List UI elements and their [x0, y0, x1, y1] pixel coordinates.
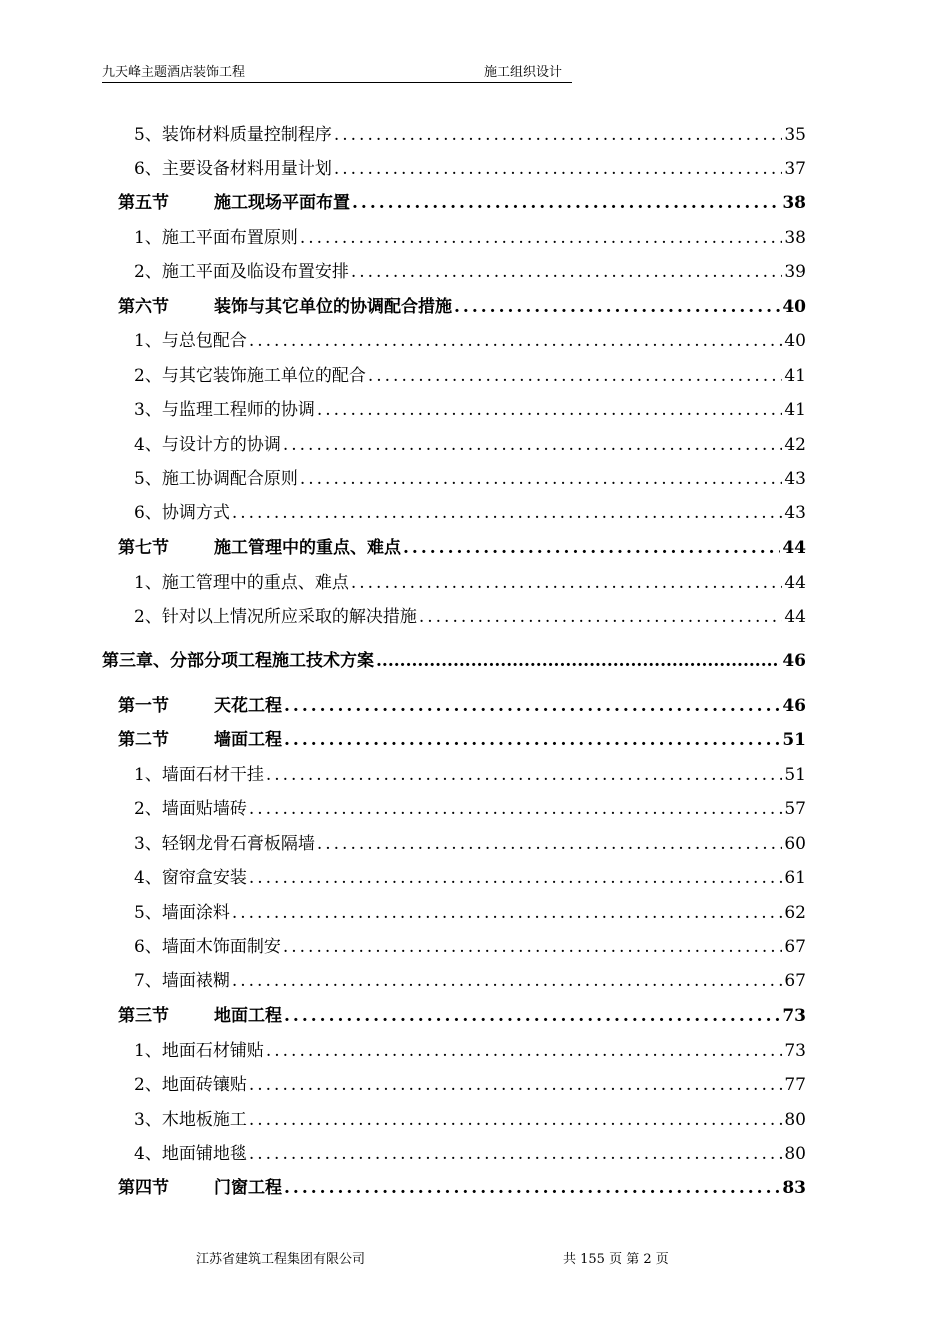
toc-title: 1、施工平面布置原则 — [134, 228, 298, 248]
toc-dot-leader — [266, 1041, 783, 1061]
toc-page-number: 46 — [782, 651, 806, 671]
toc-dot-leader — [283, 435, 783, 455]
toc-dot-leader — [249, 1144, 783, 1164]
toc-title: 2、施工平面及临设布置安排 — [134, 262, 349, 282]
toc-page-number: 37 — [784, 159, 806, 179]
toc-page-number: 77 — [784, 1075, 806, 1095]
toc-dot-leader — [334, 125, 783, 145]
toc-page-number: 40 — [782, 297, 806, 317]
toc-item — [134, 430, 806, 455]
toc-page-number: 61 — [784, 868, 806, 888]
toc-dot-leader — [376, 651, 780, 671]
toc-title: 5、墙面涂料 — [134, 903, 230, 923]
toc-page-number: 46 — [782, 696, 806, 716]
toc-title: 门窗工程 — [214, 1178, 282, 1198]
toc-item — [134, 829, 806, 854]
toc-dot-leader — [249, 1075, 783, 1095]
toc-section — [118, 725, 806, 750]
toc-title: 施工管理中的重点、难点 — [214, 538, 401, 558]
toc-section — [118, 188, 806, 213]
toc-item — [134, 120, 806, 145]
toc-page-number: 67 — [784, 937, 806, 957]
toc-title: 3、与监理工程师的协调 — [134, 400, 315, 420]
toc-dot-leader — [266, 765, 783, 785]
toc-item — [134, 1105, 806, 1130]
toc-page-number: 43 — [784, 503, 806, 523]
toc-page-number: 73 — [782, 1006, 806, 1026]
toc-page-number: 51 — [782, 730, 806, 750]
toc-item — [134, 898, 806, 923]
toc-title: 6、主要设备材料用量计划 — [134, 159, 332, 179]
toc-item — [134, 568, 806, 593]
toc-title: 施工现场平面布置 — [214, 193, 350, 213]
toc-title: 5、施工协调配合原则 — [134, 469, 298, 489]
toc-page-number: 51 — [784, 765, 806, 785]
toc-section-number: 第二节 — [118, 730, 169, 750]
toc-section — [118, 292, 806, 317]
toc-item — [134, 1070, 806, 1095]
toc-page-number: 62 — [784, 903, 806, 923]
toc-title: 2、针对以上情况所应采取的解决措施 — [134, 607, 417, 627]
toc-item — [134, 154, 806, 179]
toc-dot-leader — [284, 696, 780, 716]
toc-page-number: 41 — [784, 366, 806, 386]
page-header — [102, 64, 572, 83]
toc-dot-leader — [352, 193, 780, 213]
toc-page-number: 73 — [784, 1041, 806, 1061]
toc-item — [134, 361, 806, 386]
toc-item — [134, 602, 806, 627]
toc-section-number: 第七节 — [118, 538, 169, 558]
toc-title: 6、协调方式 — [134, 503, 230, 523]
toc-title: 第三章、分部分项工程施工技术方案 — [102, 651, 374, 671]
toc-dot-leader — [317, 400, 783, 420]
toc-dot-leader — [454, 297, 780, 317]
toc-title: 地面工程 — [214, 1006, 282, 1026]
toc-page-number: 44 — [784, 573, 806, 593]
toc-dot-leader — [403, 538, 780, 558]
toc-title: 1、与总包配合 — [134, 331, 247, 351]
toc-page-number: 44 — [784, 607, 806, 627]
toc-dot-leader — [249, 1110, 783, 1130]
toc-dot-leader — [351, 262, 783, 282]
toc-section — [118, 1173, 806, 1198]
toc-section — [118, 691, 806, 716]
toc-item — [134, 863, 806, 888]
toc-page-number: 44 — [782, 538, 806, 558]
toc-dot-leader — [284, 730, 780, 750]
toc-page-number: 38 — [784, 228, 806, 248]
toc-page-number: 43 — [784, 469, 806, 489]
toc-title: 3、木地板施工 — [134, 1110, 247, 1130]
toc-title: 装饰与其它单位的协调配合措施 — [214, 297, 452, 317]
toc-dot-leader — [232, 903, 783, 923]
toc-item — [134, 1036, 806, 1061]
toc-dot-leader — [232, 503, 783, 523]
toc-page-number: 80 — [784, 1144, 806, 1164]
toc-page-number: 83 — [782, 1178, 806, 1198]
toc-title: 7、墙面裱糊 — [134, 971, 230, 991]
toc-dot-leader — [419, 607, 783, 627]
toc-dot-leader — [249, 331, 783, 351]
toc-item — [134, 794, 806, 819]
toc-page-number: 41 — [784, 400, 806, 420]
toc-item — [134, 223, 806, 248]
toc-page-number: 67 — [784, 971, 806, 991]
footer-company: 江苏省建筑工程集团有限公司 — [196, 1252, 366, 1267]
toc-title: 2、墙面贴墙砖 — [134, 799, 247, 819]
toc-item — [134, 760, 806, 785]
toc-title: 4、与设计方的协调 — [134, 435, 281, 455]
toc-dot-leader — [283, 937, 783, 957]
header-project-title: 九天峰主题酒店装饰工程 — [102, 65, 246, 80]
toc-item — [134, 257, 806, 282]
toc-section — [118, 1001, 806, 1026]
toc-dot-leader — [249, 868, 783, 888]
toc-dot-leader — [368, 366, 783, 386]
toc-page-number: 39 — [784, 262, 806, 282]
toc-section-number: 第三节 — [118, 1006, 169, 1026]
toc-item — [134, 395, 806, 420]
toc-item — [134, 1139, 806, 1164]
toc-section-number: 第一节 — [118, 696, 169, 716]
toc-chapter — [102, 646, 806, 671]
toc-item — [134, 966, 806, 991]
toc-item — [134, 932, 806, 957]
toc-title: 天花工程 — [214, 696, 282, 716]
toc-page-number: 60 — [784, 834, 806, 854]
toc-item — [134, 498, 806, 523]
toc-page-number: 40 — [784, 331, 806, 351]
toc-dot-leader — [232, 971, 783, 991]
toc-title: 6、墙面木饰面制安 — [134, 937, 281, 957]
toc-section-number: 第五节 — [118, 193, 169, 213]
toc-title: 墙面工程 — [214, 730, 282, 750]
toc-title: 4、窗帘盒安装 — [134, 868, 247, 888]
header-doc-title: 施工组织设计 — [484, 65, 563, 80]
toc-title: 1、施工管理中的重点、难点 — [134, 573, 349, 593]
toc-item — [134, 464, 806, 489]
toc-page-number: 38 — [782, 193, 806, 213]
toc-section — [118, 533, 806, 558]
toc-section-number: 第四节 — [118, 1178, 169, 1198]
footer-page-count: 共 155 页 第 2 页 — [563, 1252, 669, 1267]
toc-dot-leader — [334, 159, 783, 179]
toc-title: 5、装饰材料质量控制程序 — [134, 125, 332, 145]
toc-dot-leader — [317, 834, 783, 854]
toc-title: 1、墙面石材干挂 — [134, 765, 264, 785]
toc-dot-leader — [300, 469, 783, 489]
toc-title: 2、与其它装饰施工单位的配合 — [134, 366, 366, 386]
toc-dot-leader — [300, 228, 783, 248]
toc-page-number: 35 — [784, 125, 806, 145]
toc-title: 1、地面石材铺贴 — [134, 1041, 264, 1061]
toc-page-number: 57 — [784, 799, 806, 819]
toc-section-number: 第六节 — [118, 297, 169, 317]
toc-dot-leader — [284, 1006, 780, 1026]
toc-dot-leader — [249, 799, 783, 819]
toc-dot-leader — [284, 1178, 780, 1198]
toc-item — [134, 326, 806, 351]
toc-dot-leader — [351, 573, 783, 593]
toc-title: 2、地面砖镶贴 — [134, 1075, 247, 1095]
toc-page-number: 80 — [784, 1110, 806, 1130]
toc-title: 4、地面铺地毯 — [134, 1144, 247, 1164]
toc-page-number: 42 — [784, 435, 806, 455]
toc-title: 3、轻钢龙骨石膏板隔墙 — [134, 834, 315, 854]
